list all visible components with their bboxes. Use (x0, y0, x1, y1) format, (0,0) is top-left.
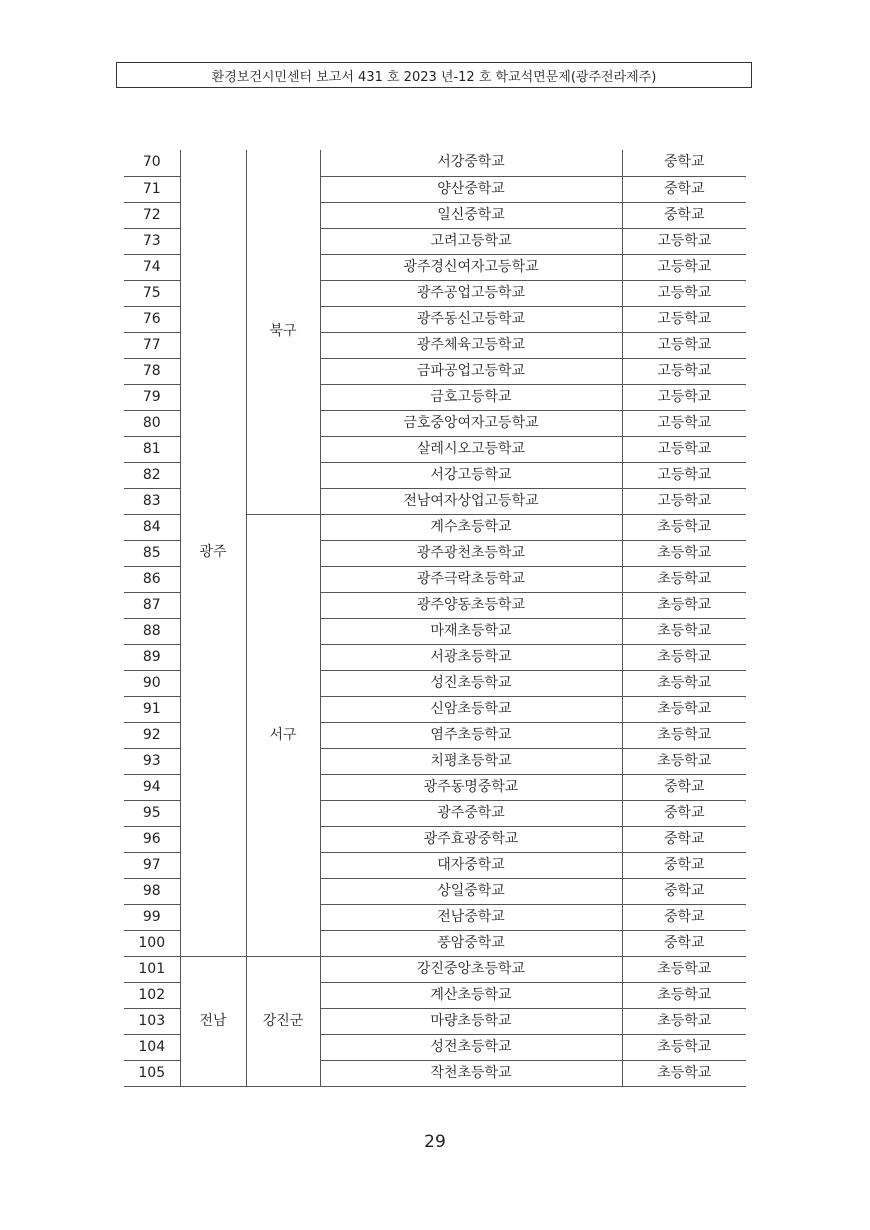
school-name: 신암초등학교 (320, 696, 622, 722)
row-number: 71 (124, 176, 180, 202)
school-name: 살레시오고등학교 (320, 436, 622, 462)
school-name: 풍암중학교 (320, 930, 622, 956)
school-name: 마재초등학교 (320, 618, 622, 644)
row-number: 90 (124, 670, 180, 696)
school-name: 전남중학교 (320, 904, 622, 930)
school-type: 중학교 (622, 878, 746, 904)
school-type: 중학교 (622, 202, 746, 228)
school-type: 중학교 (622, 800, 746, 826)
school-type: 고등학교 (622, 306, 746, 332)
row-number: 79 (124, 384, 180, 410)
row-number: 85 (124, 540, 180, 566)
row-number: 77 (124, 332, 180, 358)
school-name: 성전초등학교 (320, 1034, 622, 1060)
row-number: 92 (124, 722, 180, 748)
row-number: 98 (124, 878, 180, 904)
row-number: 86 (124, 566, 180, 592)
school-type: 초등학교 (622, 1034, 746, 1060)
district-cell: 북구 (246, 150, 320, 514)
school-table (124, 150, 746, 1087)
report-header (116, 62, 752, 88)
row-number: 78 (124, 358, 180, 384)
school-name: 금호중앙여자고등학교 (320, 410, 622, 436)
school-name: 광주경신여자고등학교 (320, 254, 622, 280)
school-name: 광주동신고등학교 (320, 306, 622, 332)
school-type: 고등학교 (622, 280, 746, 306)
school-name: 전남여자상업고등학교 (320, 488, 622, 514)
page-number: 29 (424, 1132, 446, 1152)
school-type: 초등학교 (622, 1008, 746, 1034)
school-name: 계산초등학교 (320, 982, 622, 1008)
school-name: 광주중학교 (320, 800, 622, 826)
row-number: 70 (124, 150, 180, 176)
school-name: 염주초등학교 (320, 722, 622, 748)
row-number: 88 (124, 618, 180, 644)
school-name: 양산중학교 (320, 176, 622, 202)
row-number: 82 (124, 462, 180, 488)
school-name: 광주체육고등학교 (320, 332, 622, 358)
school-type: 고등학교 (622, 384, 746, 410)
school-name: 광주동명중학교 (320, 774, 622, 800)
school-type: 고등학교 (622, 358, 746, 384)
school-name: 일신중학교 (320, 202, 622, 228)
row-number: 100 (124, 930, 180, 956)
school-type: 중학교 (622, 904, 746, 930)
table-row (124, 150, 746, 176)
row-number: 81 (124, 436, 180, 462)
school-type: 중학교 (622, 774, 746, 800)
row-number: 101 (124, 956, 180, 982)
row-number: 93 (124, 748, 180, 774)
school-name: 금파공업고등학교 (320, 358, 622, 384)
row-number: 72 (124, 202, 180, 228)
school-table-body (124, 150, 746, 1086)
row-number: 89 (124, 644, 180, 670)
school-type: 초등학교 (622, 566, 746, 592)
row-number: 97 (124, 852, 180, 878)
school-type: 중학교 (622, 176, 746, 202)
row-number: 73 (124, 228, 180, 254)
school-type: 초등학교 (622, 1060, 746, 1086)
school-name: 마량초등학교 (320, 1008, 622, 1034)
school-type: 고등학교 (622, 488, 746, 514)
school-type: 초등학교 (622, 592, 746, 618)
row-number: 91 (124, 696, 180, 722)
school-name: 고려고등학교 (320, 228, 622, 254)
school-name: 상일중학교 (320, 878, 622, 904)
school-type: 중학교 (622, 150, 746, 176)
school-type: 초등학교 (622, 748, 746, 774)
row-number: 99 (124, 904, 180, 930)
row-number: 80 (124, 410, 180, 436)
school-type: 초등학교 (622, 696, 746, 722)
school-name: 광주광천초등학교 (320, 540, 622, 566)
table-row (124, 956, 746, 982)
school-type: 고등학교 (622, 462, 746, 488)
school-name: 광주공업고등학교 (320, 280, 622, 306)
school-type: 중학교 (622, 930, 746, 956)
row-number: 105 (124, 1060, 180, 1086)
school-name: 광주극락초등학교 (320, 566, 622, 592)
school-type: 고등학교 (622, 228, 746, 254)
school-type: 초등학교 (622, 722, 746, 748)
row-number: 84 (124, 514, 180, 540)
school-name: 성진초등학교 (320, 670, 622, 696)
region-cell: 광주 (180, 150, 246, 956)
row-number: 95 (124, 800, 180, 826)
district-cell: 서구 (246, 514, 320, 956)
school-type: 초등학교 (622, 644, 746, 670)
report-header-title: 환경보건시민센터 보고서 431 호 2023 년-12 호 학교석면문제(광주전라제주) (211, 69, 657, 85)
row-number: 96 (124, 826, 180, 852)
row-number: 75 (124, 280, 180, 306)
row-number: 103 (124, 1008, 180, 1034)
school-type: 고등학교 (622, 410, 746, 436)
row-number: 104 (124, 1034, 180, 1060)
region-cell: 전남 (180, 956, 246, 1086)
school-name: 서강중학교 (320, 150, 622, 176)
school-type: 초등학교 (622, 982, 746, 1008)
school-type: 초등학교 (622, 670, 746, 696)
row-number: 83 (124, 488, 180, 514)
school-name: 광주양동초등학교 (320, 592, 622, 618)
school-name: 작천초등학교 (320, 1060, 622, 1086)
school-type: 초등학교 (622, 956, 746, 982)
school-type: 초등학교 (622, 618, 746, 644)
school-type: 고등학교 (622, 254, 746, 280)
row-number: 76 (124, 306, 180, 332)
school-name: 서광초등학교 (320, 644, 622, 670)
school-type: 초등학교 (622, 540, 746, 566)
school-name: 대자중학교 (320, 852, 622, 878)
school-type: 고등학교 (622, 332, 746, 358)
school-name: 광주효광중학교 (320, 826, 622, 852)
school-name: 금호고등학교 (320, 384, 622, 410)
row-number: 94 (124, 774, 180, 800)
row-number: 74 (124, 254, 180, 280)
school-name: 강진중앙초등학교 (320, 956, 622, 982)
district-cell: 강진군 (246, 956, 320, 1086)
row-number: 87 (124, 592, 180, 618)
school-name: 계수초등학교 (320, 514, 622, 540)
school-type: 중학교 (622, 826, 746, 852)
school-name: 서강고등학교 (320, 462, 622, 488)
row-number: 102 (124, 982, 180, 1008)
school-type: 중학교 (622, 852, 746, 878)
school-type: 고등학교 (622, 436, 746, 462)
school-type: 초등학교 (622, 514, 746, 540)
school-name: 치평초등학교 (320, 748, 622, 774)
